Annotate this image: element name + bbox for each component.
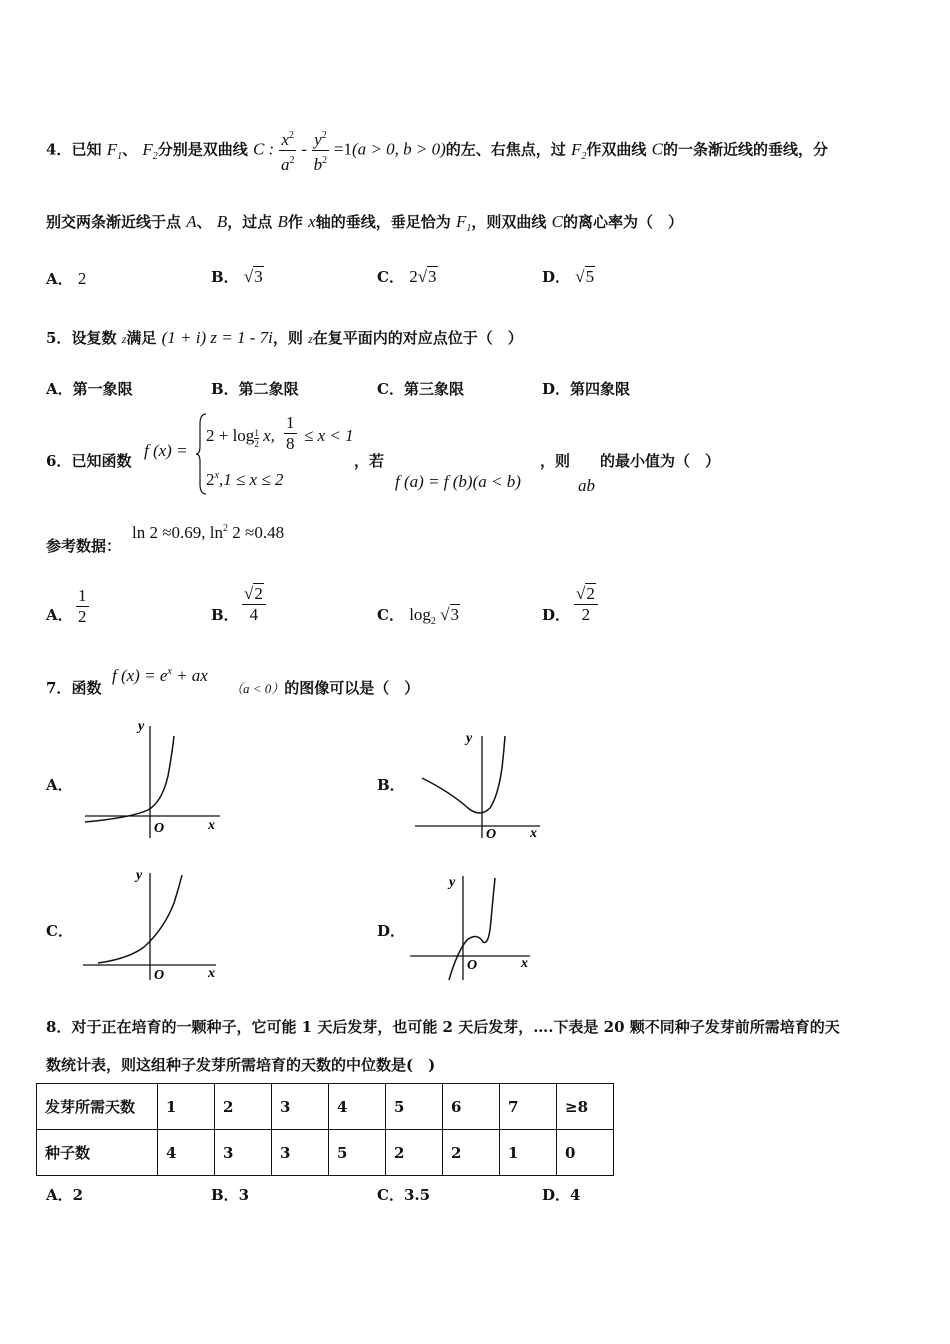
q7-line (46, 677, 101, 698)
q4-c-label: C : (252, 139, 275, 159)
q4-frac-y: $\frac{y^2}{b^2}$ (312, 126, 329, 175)
q6-option-a-frac: $\frac{1}{2}$ (78, 586, 87, 626)
q7-c-origin: O (154, 968, 165, 983)
table-cell: 2 (443, 1130, 500, 1176)
q5-option-d[interactable]: D．第四象限 (542, 380, 631, 398)
table-header-days: 发芽所需天数 (37, 1084, 158, 1130)
q4-point-b: B (216, 212, 228, 231)
q8-option-d[interactable]: D．4 (542, 1186, 581, 1204)
q4-text5: 的一条渐近线的垂线，分 (663, 140, 829, 159)
q5-option-b[interactable]: B．第二象限 (211, 380, 299, 398)
q4-sep: 、 (122, 140, 138, 159)
q5-number: 5． (46, 329, 72, 347)
table-row (37, 1130, 614, 1176)
q5-expr: (1 + i) z = 1 - 7i (161, 328, 273, 347)
q5-z2: z (308, 332, 313, 346)
table-row (37, 1084, 614, 1130)
q4-c3: C (551, 212, 563, 231)
table-cell: 1 (158, 1084, 215, 1130)
q4-f2: $F_2$ (142, 139, 158, 162)
q5-option-c[interactable]: C．第三象限 (377, 380, 464, 398)
q4-f2b: $F_2$ (571, 139, 587, 162)
q6-text4: 的最小值为（ ） (600, 452, 721, 470)
q4-line1 (46, 126, 828, 175)
q7-graph-a[interactable] (80, 718, 230, 843)
q4-option-b[interactable]: B． √3 (211, 267, 263, 286)
table-cell: 4 (329, 1084, 386, 1130)
q5-text2: 满足 (126, 329, 157, 347)
q6-ref: ln 2 ≈0.69, $\ln^2 2 \approx 0.48$ (132, 523, 285, 542)
table-cell: 5 (329, 1130, 386, 1176)
q6-text3: ，则 (540, 452, 571, 470)
q4-minus: - (301, 139, 307, 159)
q6-option-b-frac: $\frac{√2}{4}$ (242, 584, 266, 625)
q6-piece1-cond: ≤ x < 1 (304, 426, 354, 445)
q4-l2b: ，过点 (227, 213, 273, 231)
table-cell: 6 (443, 1084, 500, 1130)
table-header-seeds: 种子数 (37, 1130, 158, 1176)
table-cell: 7 (500, 1084, 557, 1130)
q6-option-d-frac: $\frac{√2}{2}$ (574, 584, 598, 625)
q6-text: 已知函数 (71, 452, 132, 470)
q8-line1: 8．对于正在培育的一颗种子，它可能 1 天后发芽，也可能 2 天后发芽，….下表是 20 颗不同种子发芽前所需培育的天 (46, 1018, 840, 1036)
q4-l2f: 的离心率为（ ） (562, 213, 683, 231)
q7-a-y-label: y (138, 719, 145, 734)
q4-point-b2: B (277, 212, 288, 231)
q6-text2: ，若 (354, 452, 385, 470)
table-cell: 3 (272, 1084, 329, 1130)
q7-d-y-label: y (449, 875, 456, 890)
q6-fx: f (x) = (144, 441, 188, 460)
q5-text4: 在复平面内的对应点位于（ ） (312, 329, 523, 347)
q8-option-b[interactable]: B．3 (211, 1186, 250, 1204)
q7-a-x-label: x (208, 818, 215, 833)
q8-option-c[interactable]: C．3.5 (377, 1186, 431, 1204)
q4-f1: $F_1$ (106, 139, 123, 162)
table-cell: 5 (386, 1084, 443, 1130)
q4-line2 (46, 211, 683, 234)
q4-number: 4． (46, 140, 72, 159)
q4-text4: 作双曲线 (586, 140, 647, 159)
q5-option-a[interactable]: A．第一象限 (46, 380, 133, 398)
q4-text2: 分别是双曲线 (157, 140, 248, 159)
q4-l2a: 别交两条渐近线于点 (46, 213, 182, 231)
q7-option-b[interactable]: B． (377, 776, 405, 794)
q4-eq: =1 (333, 139, 353, 159)
q7-d-origin: O (467, 958, 478, 973)
table-cell: 0 (557, 1130, 614, 1176)
q4-option-c[interactable]: C． 2√3 (377, 267, 437, 286)
q7-graph-c[interactable] (78, 865, 228, 985)
q7-b-x-label: x (530, 826, 537, 841)
table-cell: 3 (272, 1130, 329, 1176)
q7-a-origin: O (154, 821, 165, 836)
q7-option-a[interactable]: A． (46, 776, 73, 794)
q7-option-c[interactable]: C． (46, 922, 73, 940)
q4-point-a: A (186, 212, 197, 231)
q7-fx: f $(x) = e^x$ + ax (112, 666, 208, 685)
q6-number: 6． (46, 452, 72, 470)
q7-b-origin: O (486, 827, 497, 842)
q8-line2: 数统计表，则这组种子发芽所需培育的天数的中位数是( ) (46, 1056, 436, 1074)
q7-text: 函数 (71, 679, 102, 697)
q4-option-d[interactable]: D． √5 (542, 267, 595, 286)
table-cell: 4 (158, 1130, 215, 1176)
q4-l2e: ，则双曲线 (471, 213, 547, 231)
q5-z: z (121, 332, 127, 346)
q6-option-b[interactable]: B． (211, 606, 239, 624)
table-cell: 1 (500, 1130, 557, 1176)
q7-c-x-label: x (208, 966, 215, 981)
q7-cond-line: （a < 0）的图像可以是（ ） (230, 679, 420, 697)
table-cell: 2 (215, 1084, 272, 1130)
table-cell: 3 (215, 1130, 272, 1176)
q8-table (36, 1083, 614, 1176)
q6-option-c[interactable]: C． $\log_2 √3$ (377, 605, 460, 627)
q6-cond: f (a) = f (b)(a < b) (395, 472, 521, 491)
q6-ab: ab (578, 476, 595, 495)
q6-ref-label: 参考数据： (46, 537, 122, 555)
q4-x: x (308, 212, 316, 231)
table-cell: ≥8 (557, 1084, 614, 1130)
q7-option-d[interactable]: D． (377, 922, 406, 940)
q4-c2: C (651, 139, 664, 159)
q4-text: 已知 (71, 140, 102, 159)
q7-number: 7． (46, 679, 72, 697)
q6-option-a[interactable]: A． (46, 606, 73, 624)
q4-option-a[interactable]: A． 2 (46, 269, 87, 288)
table-cell: 2 (386, 1130, 443, 1176)
q4-text3: 的左、右焦点，过 (445, 140, 566, 159)
q8-option-a[interactable]: A．2 (46, 1186, 84, 1204)
q4-sep2: 、 (196, 213, 212, 231)
q6-frac-1-8: $\frac{1}{8}$ (286, 413, 295, 453)
q4-frac-x: $\frac{x^2}{a^2}$ (279, 126, 296, 175)
q7-b-y-label: y (466, 731, 473, 746)
q5-text: 设复数 (71, 329, 117, 347)
q6-piece2: $2^x,1 \le x \le 2$ (206, 470, 284, 489)
q5-line (46, 327, 523, 348)
q7-graph-b[interactable] (410, 728, 560, 843)
q6-line (46, 450, 131, 471)
q4-l2d: 轴的垂线，垂足恰为 (315, 213, 451, 231)
q4-cond: (a > 0, b > 0) (352, 139, 446, 159)
q6-option-d[interactable]: D． (542, 606, 571, 624)
q7-graph-d[interactable] (405, 870, 555, 985)
q7-d-x-label: x (521, 956, 528, 971)
q6-piece1: 2 + log $\frac{1}{2}$ x, (206, 426, 275, 449)
q4-l2c: 作 (287, 213, 303, 231)
q7-c-y-label: y (136, 868, 143, 883)
q4-f1b: $F_1$ (455, 212, 472, 234)
q5-text3: ，则 (272, 329, 303, 347)
